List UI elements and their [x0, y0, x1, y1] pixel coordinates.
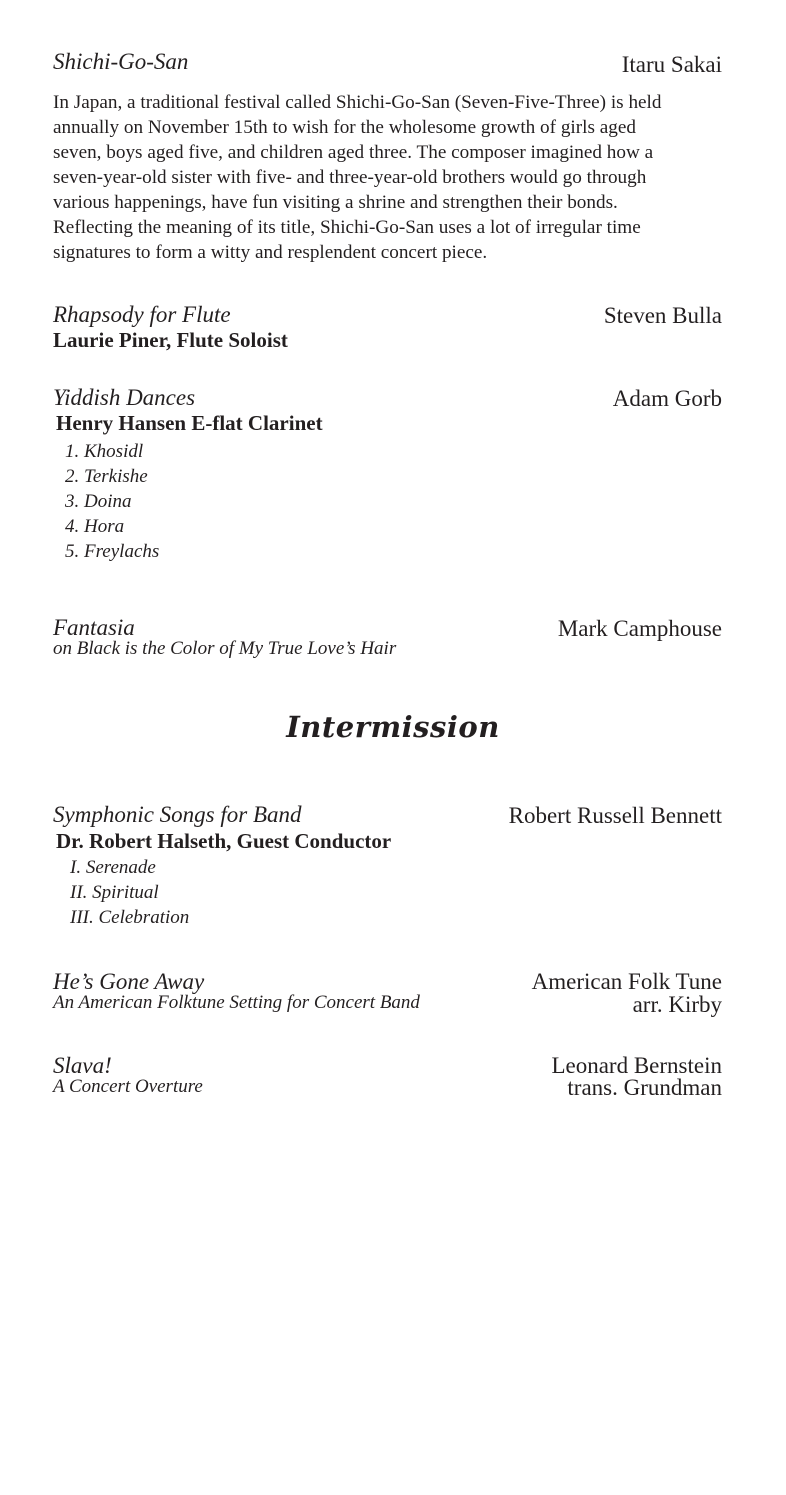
- movement-item: I. Serenade: [70, 857, 156, 878]
- composer-name: Robert Russell Bennett: [508, 803, 722, 828]
- arranger-name: trans. Grundman: [567, 1075, 722, 1100]
- piece-title: Yiddish Dances: [53, 385, 196, 410]
- movement-item: 4. Hora: [65, 516, 125, 537]
- piece-title: Shichi-Go-San: [53, 49, 189, 74]
- notes-line: Reflecting the meaning of its title, Shichi-Go-San uses a lot of irregular time: [53, 217, 641, 238]
- conductor-name: Dr. Robert Halseth, Guest Conductor: [56, 829, 392, 853]
- notes-line: annually on November 15th to wish for the wholesome growth of girls aged: [53, 117, 636, 138]
- notes-line: In Japan, a traditional festival called Shichi-Go-San (Seven-Five-Three) is held: [53, 92, 662, 113]
- notes-line: seven-year-old sister with five- and three-year-old brothers would go through: [53, 167, 647, 188]
- movement-item: III. Celebration: [70, 907, 190, 928]
- composer-name: Mark Camphouse: [557, 616, 722, 641]
- soloist-name: Henry Hansen E-flat Clarinet: [56, 411, 323, 435]
- program-notes: [53, 90, 743, 265]
- composer-name: Steven Bulla: [603, 303, 722, 328]
- intermission-heading: Intermission: [286, 710, 500, 744]
- notes-line: seven, boys aged five, and children aged three. The composer imagined how a: [53, 142, 654, 163]
- notes-line: signatures to form a witty and resplendent concert piece.: [53, 242, 488, 263]
- composer-name: Itaru Sakai: [621, 52, 722, 77]
- composer-name: American Folk Tune: [531, 969, 722, 994]
- movement-item: 3. Doina: [65, 491, 132, 512]
- piece-subtitle: on Black is the Color of My True Love’s Hair: [53, 638, 397, 659]
- notes-line: various happenings, have fun visiting a shrine and strengthen their bonds.: [53, 192, 618, 213]
- arranger-name: arr. Kirby: [632, 992, 722, 1017]
- movement-item: II. Spiritual: [70, 882, 159, 903]
- piece-title: Rhapsody for Flute: [53, 302, 231, 327]
- soloist-name: Laurie Piner, Flute Soloist: [53, 328, 288, 352]
- piece-title: Fantasia: [53, 615, 135, 640]
- piece-subtitle: An American Folktune Setting for Concert Band: [53, 992, 420, 1013]
- piece-subtitle: A Concert Overture: [53, 1076, 203, 1097]
- movement-item: 5. Freylachs: [65, 541, 160, 562]
- movement-item: 2. Terkishe: [65, 466, 148, 487]
- piece-title: He’s Gone Away: [53, 969, 205, 994]
- piece-title: Slava!: [53, 1053, 112, 1078]
- movement-item: 1. Khosidl: [65, 441, 144, 462]
- composer-name: Leonard Bernstein: [551, 1053, 722, 1078]
- composer-name: Adam Gorb: [612, 386, 722, 411]
- piece-title: Symphonic Songs for Band: [53, 802, 302, 827]
